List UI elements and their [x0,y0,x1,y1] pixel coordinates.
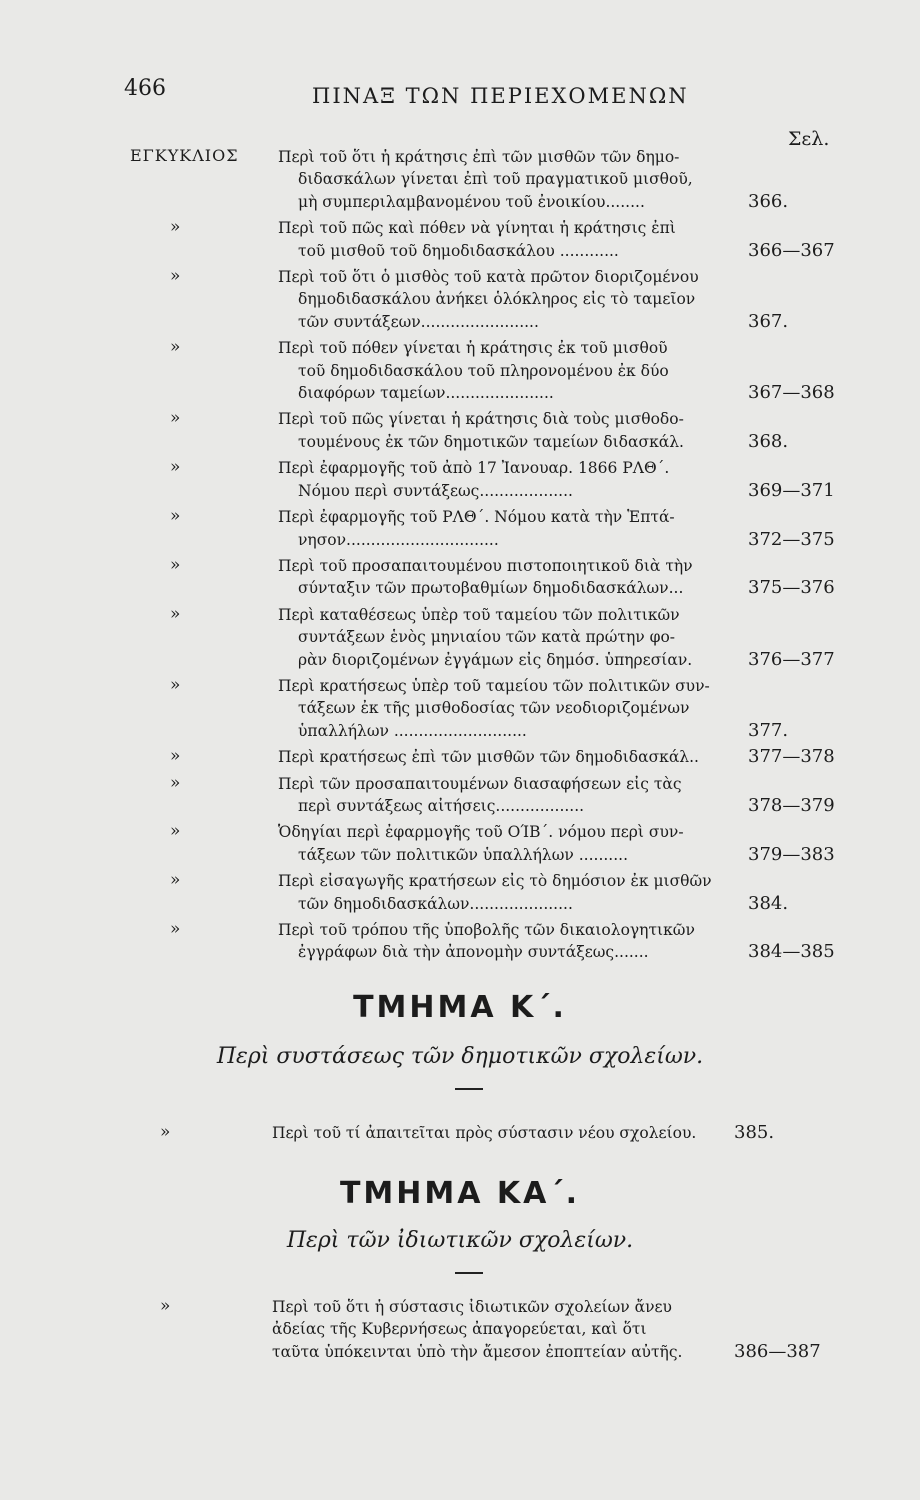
entry-line: τάξεων ἐκ τῆς μισθοδοσίας τῶν νεοδιοριζομένων [298,699,690,718]
entry-line: τάξεων τῶν πολιτικῶν ὑπαλλήλων .......... [298,845,629,864]
entry-pages: 377—378 [748,746,835,768]
ditto-mark: » [160,1296,171,1316]
ditto-mark: » [170,337,181,358]
toc-entry [0,746,920,768]
entry-line: Περὶ τοῦ τρόπου τῆς ὑποβολῆς τῶν δικαιολογητικῶν [278,921,695,939]
page-number: 466 [124,76,166,101]
ditto-mark: » [170,217,181,238]
entry-pages: 378—379 [748,794,835,816]
entry-line: Περὶ κρατήσεως ὑπὲρ τοῦ ταμείου τῶν πολιτικῶν συν- [278,676,710,695]
entry-line: διδασκάλων γίνεται ἐπὶ τοῦ πραγματικοῦ μισθοῦ, [298,170,693,189]
entry-description [278,821,738,866]
entry-line: τοῦ δημοδιδασκάλου τοῦ πληρονομένου ἐκ δύο [298,361,669,380]
toc-entries [0,146,920,968]
entry-line: διαφόρων ταμείων...................... [298,384,554,403]
entry-description [278,773,738,818]
ditto-mark: » [170,919,181,939]
entry-line: σύνταξιν τῶν πρωτοβαθμίων δημοδιδασκάλων... [298,579,684,598]
running-head: ΠΙΝΑΞ ΤΩΝ ΠΕΡΙΕΧΟΜΕΝΩΝ [312,84,689,108]
ditto-mark: » [170,603,181,624]
entry-line: τοῦ μισθοῦ τοῦ δημοδιδασκάλου ............ [298,241,619,260]
entry-line: Περὶ τοῦ ὅτι ὁ μισθὸς τοῦ κατὰ πρῶτον διοριζομένου [278,268,699,287]
entry-line: περὶ συντάξεως αἰτήσεις.................. [298,796,585,815]
entry-pages: 384. [748,892,789,914]
toc-entry [0,266,920,333]
toc-entry [0,821,920,866]
toc-entry [0,337,920,404]
entry-description [278,408,738,453]
entry-description [278,337,738,404]
entry-line: δημοδιδασκάλου ἀνήκει ὁλόκληρος εἰς τὸ ταμεῖον [298,290,696,309]
entry-line: Περὶ κρατήσεως ἐπὶ τῶν μισθῶν τῶν δημοδιδασκάλ.. [278,748,699,767]
section-rule-k [455,1088,483,1090]
toc-entry [0,555,920,600]
entry-description [278,746,738,768]
entry-pages: 366. [748,190,789,212]
toc-entry [0,675,920,742]
entry-line: τουμένους ἐκ τῶν δημοτικῶν ταμείων διδασκάλ. [298,432,684,451]
toc-entry [0,773,920,818]
section-rule-ka [455,1272,483,1274]
toc-entry [0,408,920,453]
entry-description [278,604,738,671]
section-subtitle-k: Περὶ συστάσεως τῶν δημοτικῶν σχολείων. [216,1044,704,1069]
entry-description [278,919,738,964]
entry-pages: 384—385 [748,941,835,963]
entry-line: ὑπαλλήλων ........................... [298,721,527,740]
entry-line: Περὶ ἐφαρμογῆς τοῦ ἀπὸ 17 Ἰανουαρ. 1866 ΡΛΘ΄. [278,459,670,478]
entry-line: μὴ συμπεριλαμβανομένου τοῦ ἐνοικίου........ [298,192,645,211]
entry-description [272,1296,682,1363]
ditto-mark: » [170,266,181,287]
entry-pages: 372—375 [748,528,835,550]
ditto-mark: » [170,746,181,767]
entry-line: Ὁδηγίαι περὶ ἐφαρμογῆς τοῦ ΟΊΒ΄. νόμου περὶ συν- [278,823,684,842]
entry-description [278,457,738,502]
entry-line: Περὶ τοῦ τί ἀπαιτεῖται πρὸς σύστασιν νέου σχολείου. [272,1124,697,1142]
entry-line: Περὶ τοῦ πῶς γίνεται ἡ κράτησις διὰ τοὺς μισθοδο- [278,410,684,429]
entry-line: νησον............................... [298,530,499,549]
entry-description [278,870,738,915]
entry-line: Περὶ καταθέσεως ὑπὲρ τοῦ ταμείου τῶν πολιτικῶν [278,605,680,624]
category-label: ΕΓΚΥΚΛΙΟΣ [130,146,239,165]
entry-pages: 385. [734,1122,775,1143]
entry-line: Περὶ τῶν προσαπαιτουμένων διασαφήσεων εἰς τὰς [278,774,682,793]
entry-pages: 369—371 [748,479,835,501]
entry-pages: 386—387 [734,1340,821,1362]
entry-line: Περὶ ἐφαρμογῆς τοῦ ΡΛΘ΄. Νόμου κατὰ τὴν Ἑπτά- [278,508,675,527]
section-subtitle-ka: Περὶ τῶν ἰδιωτικῶν σχολείων. [286,1228,634,1253]
toc-entry [0,870,920,915]
ditto-mark: » [170,674,181,695]
entry-description [272,1122,696,1144]
toc-entry [0,146,920,213]
toc-entry [0,506,920,551]
entry-pages: 377. [748,719,789,741]
entry-description [278,555,738,600]
entry-pages: 368. [748,430,789,452]
entry-line: Περὶ τοῦ πῶς καὶ πόθεν νὰ γίνηται ἡ κράτησις ἐπὶ [278,219,676,238]
entry-line: ταῦτα ὑπόκεινται ὑπὸ τὴν ἄμεσον ἐποπτείαν αὐτῆς. [272,1342,683,1361]
entry-line: Περὶ τοῦ προσαπαιτουμένου πιστοποιητικοῦ διὰ τὴν [278,556,693,575]
ditto-mark: » [170,870,181,891]
ditto-mark: » [170,772,181,793]
entry-pages: 376—377 [748,648,835,670]
toc-entry [0,217,920,262]
toc-entry [0,604,920,671]
section-title-k: ΤΜΗΜΑ Κ΄. [353,990,567,1025]
entry-pages: 366—367 [748,239,835,261]
entry-line: Περὶ τοῦ πόθεν γίνεται ἡ κράτησις ἐκ τοῦ μισθοῦ [278,339,668,358]
entry-description [278,266,738,333]
entry-pages: 367. [748,310,789,332]
section-title-ka: ΤΜΗΜΑ ΚΑ΄. [339,1176,581,1211]
ditto-mark: » [160,1122,171,1142]
entry-description [278,217,738,262]
entry-line: Νόμου περὶ συντάξεως................... [298,481,573,500]
entry-line: Περὶ εἰσαγωγῆς κρατήσεων εἰς τὸ δημόσιον ἐκ μισθῶν [278,872,712,891]
entry-line: συντάξεων ἑνὸς μηνιαίου τῶν κατὰ πρώτην φο- [298,628,676,647]
ditto-mark: » [170,408,181,429]
ditto-mark: » [170,506,181,527]
entry-line: Περὶ τοῦ ὅτι ἡ σύστασις ἰδιωτικῶν σχολείων ἄνευ [272,1298,672,1316]
entry-description [278,146,738,213]
toc-entry [0,457,920,502]
ditto-mark: » [170,821,181,842]
entry-line: ρὰν διοριζομένων ἐγγάμων εἰς δημόσ. ὑπηρεσίαν. [298,650,693,669]
entry-line: τῶν συντάξεων........................ [298,312,539,331]
entry-pages: 367—368 [748,382,835,404]
entry-description [278,675,738,742]
ditto-mark: » [170,457,181,478]
entry-line: τῶν δημοδιδασκάλων..................... [298,894,573,913]
ditto-mark: » [170,554,181,575]
entry-line: ἐγγράφων διὰ τὴν ἀπονομὴν συντάξεως....... [298,943,649,962]
page-column-label: Σελ. [788,128,830,150]
entry-line: Περὶ τοῦ ὅτι ἡ κράτησις ἐπὶ τῶν μισθῶν τῶν δημο- [278,148,680,166]
toc-entry [0,919,920,964]
entry-line: ἀδείας τῆς Κυβερνήσεως ἀπαγορεύεται, καὶ ὅτι [272,1320,647,1339]
entry-pages: 379—383 [748,843,835,865]
entry-description [278,506,738,551]
entry-pages: 375—376 [748,577,835,599]
